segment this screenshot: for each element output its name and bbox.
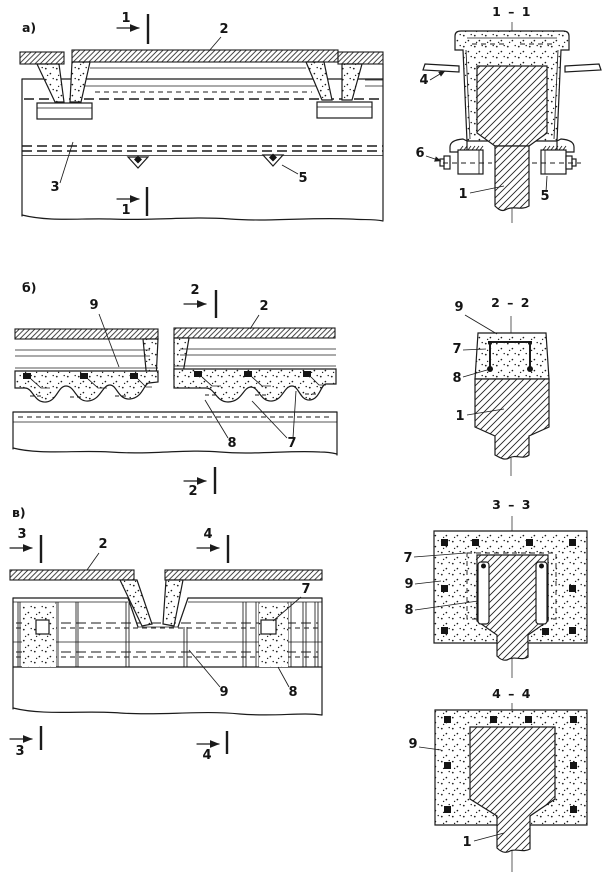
break-line-v (13, 708, 322, 715)
cut-1-top-label: 1 (121, 11, 131, 26)
callout-9: 9 (89, 298, 99, 313)
callout-7: 7 (287, 436, 297, 451)
callout-9: 9 (408, 737, 418, 752)
callout-9: 9 (219, 685, 229, 700)
break-line-a (22, 215, 383, 221)
girder-dashed-lines (22, 146, 383, 156)
callout-7: 7 (403, 551, 413, 566)
joint-concrete-block-2-2 (475, 333, 549, 379)
column-section-4-4 (470, 727, 555, 852)
panel-v-elevation (10, 505, 322, 763)
roof-slab-b-right (174, 328, 335, 338)
cut-2-bottom-label: 2 (188, 484, 198, 499)
callout-4: 4 (419, 73, 429, 88)
roof-slab-right-piece (338, 52, 383, 64)
column-section-2-2 (475, 379, 549, 459)
callout-8: 8 (227, 436, 237, 451)
section-3-3-title: 3 – 3 (492, 497, 532, 512)
roof-slab-v-right (165, 570, 322, 580)
cut-4-top-label: 4 (203, 527, 213, 542)
panel-v-label: в) (12, 505, 26, 520)
section-1-1 (415, 4, 601, 223)
column-section-1-1 (477, 66, 550, 211)
loop-bar-right (536, 562, 547, 624)
joint-strip-right (259, 604, 288, 667)
joint-strip-left (22, 604, 56, 667)
callout-8: 8 (288, 685, 298, 700)
roof-slab-v-left (10, 570, 134, 580)
section-cut-1-bottom (117, 187, 147, 218)
callout-1: 1 (458, 187, 468, 202)
cut-1-bottom-label: 1 (121, 203, 131, 218)
cut-3-top-label: 3 (17, 527, 27, 542)
section-cut-4-bottom (197, 731, 227, 763)
column-section-3-3 (477, 555, 548, 660)
section-cut-1-top (117, 11, 148, 44)
section-2-2 (452, 295, 549, 476)
callout-7: 7 (301, 582, 311, 597)
section-3-3 (403, 497, 587, 678)
panel-b-label: б) (22, 280, 37, 295)
callout-2: 2 (219, 22, 229, 37)
callout-3: 3 (50, 180, 60, 195)
callout-9: 9 (454, 300, 464, 315)
bearing-pad-right (317, 102, 372, 118)
panel-b-elevation (13, 280, 337, 499)
callout-2: 2 (98, 537, 108, 552)
section-cut-3-bottom (10, 726, 41, 759)
callout-1: 1 (462, 835, 472, 850)
section-4-4 (408, 686, 587, 872)
callout-6: 6 (415, 146, 425, 161)
loop-bar-left (478, 562, 489, 624)
panel-a-elevation (20, 11, 383, 221)
callout-1: 1 (455, 409, 465, 424)
roof-slab-b-left (15, 329, 158, 339)
section-cut-2-bottom (184, 467, 215, 499)
section-4-4-title: 4 – 4 (492, 686, 532, 701)
callout-5: 5 (540, 189, 550, 204)
callout-8: 8 (452, 371, 462, 386)
callout-8: 8 (404, 603, 414, 618)
cap-wing-right (565, 64, 601, 72)
section-cut-4-top (197, 527, 228, 563)
cut-3-bottom-label: 3 (15, 744, 25, 759)
bolted-bracket-left (440, 146, 483, 174)
roof-slab-main (72, 50, 338, 62)
callout-7: 7 (452, 342, 462, 357)
callout-9: 9 (404, 577, 414, 592)
callout-5: 5 (298, 171, 308, 186)
cut-4-bottom-label: 4 (202, 748, 212, 763)
callout-2: 2 (259, 299, 269, 314)
cut-2-top-label: 2 (190, 283, 200, 298)
panel-a-label: а) (22, 20, 37, 35)
cap-wing-left (423, 64, 459, 72)
section-2-2-title: 2 – 2 (491, 295, 531, 310)
section-cut-2-top (184, 283, 216, 318)
ribbed-slab-left (15, 371, 158, 402)
section-cut-3-top (10, 527, 41, 563)
section-1-1-title: 1 – 1 (492, 4, 532, 19)
ribbed-slab-right (174, 369, 336, 402)
bearing-pad-left (37, 103, 92, 119)
roof-slab-left-piece (20, 52, 64, 64)
